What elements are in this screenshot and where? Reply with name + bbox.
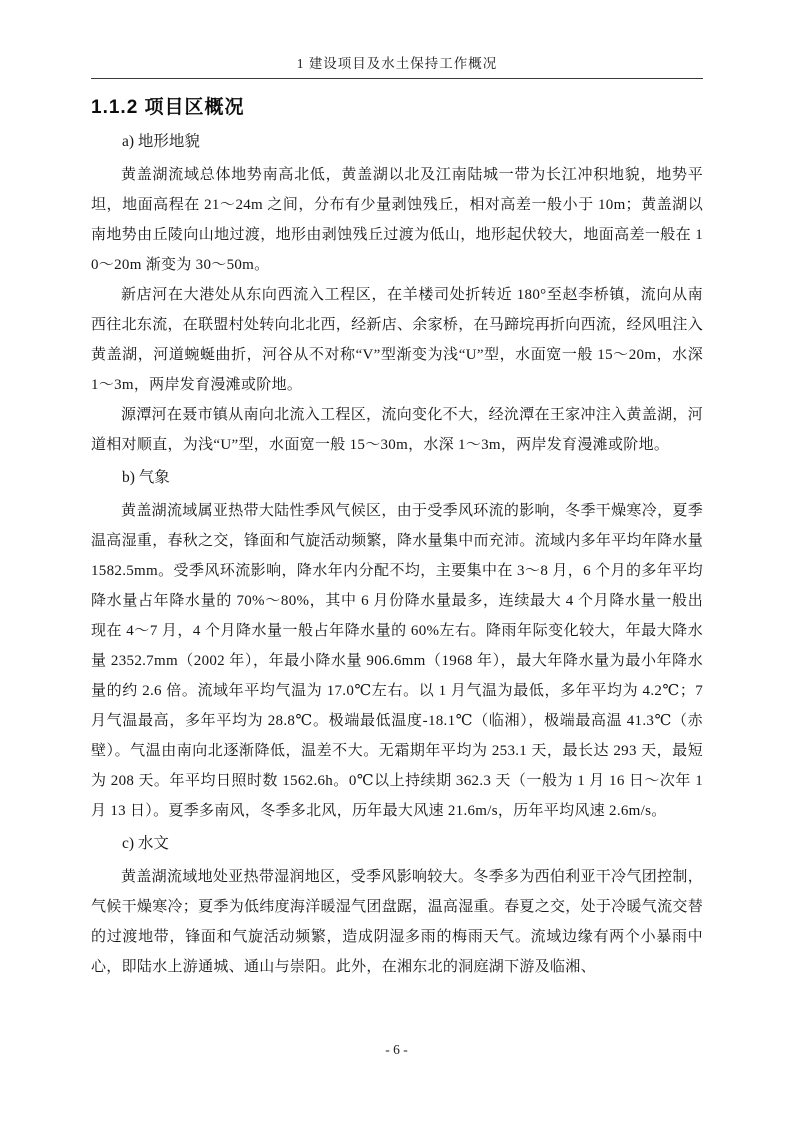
paragraph-hydrology: 黄盖湖流域地处亚热带湿润地区，受季风影响较大。冬季多为西伯利亚干冷气团控制，气候干燥寒冷；夏季为低纬度海洋暖湿气团盘踞，温高湿重。春夏之交，处于冷暖气流交替的过渡地带，锋面和气旋活动频繁，造成阴湿多雨的梅雨天气。流域边缘有两个小暴雨中心，即陆水上游通城、通山与崇阳。此外，在湘东北的洞庭湖下游及临湘、 [91,869,704,975]
paragraph-meteorology: 黄盖湖流域属亚热带大陆性季风气候区，由于受季风环流的影响，冬季干燥寒冷，夏季温高湿重，春秋之交，锋面和气旋活动频繁，降水量集中而充沛。流域内多年平均年降水量 1582.5mm。受季风环流影响，降水年内分配不均，主要集中在 3～8 月，6 个月的多年平均降水量占年降水量的 70%～80%，其中 6 月份降水量最多，连续最大 4 个月降水量一般出现在 4～7 月，4 个月降水量一般占年降水量的 60%左右。降雨年际变化较大，年最大降水量 2352.7mm（2002 年），年最小降水量 906.6mm（1968 年），最大年降水量为最小年降水量的约 2.6 倍。流域年平均气温为 17.0℃左右。以 1 月气温为最低，多年平均为 4.2℃；7 月气温最高，多年平均为 28.8℃。极端最低温度-18.1℃（临湘），极端最高温 41.3℃（赤壁）。气温由南向北逐渐降低，温差不大。无霜期年平均为 253.1 天，最长达 293 天，最短为 208 天。年平均日照时数 1562.6h。0℃以上持续期 362.3 天（一般为 1 月 16 日～次年 1 月 13 日）。夏季多南风，冬季多北风，历年最大风速 21.6m/s，历年平均风速 2.6m/s。 [91,503,704,819]
subsection-label-terrain: a) 地形地貌 [122,133,200,150]
page-header [91,54,703,79]
paragraph-yuantan-river: 源潭河在聂市镇从南向北流入工程区，流向变化不大，经沇潭在王家冲注入黄盖湖，河道相对顺直，为浅“U”型，水面宽一般 15～30m，水深 1～3m，两岸发育漫滩或阶地。 [91,407,703,453]
subsection-label-hydrology: c) 水文 [122,835,169,852]
paragraph-xindian-river: 新店河在大港处从东向西流入工程区，在羊楼司处折转近 180°至赵李桥镇，流向从南西往北东流，在联盟村处转向北北西，经新店、余家桥，在马蹄垸再折向西流，经风咀注入黄盖湖，河道蜿蜒曲折，河谷从不对称“V”型渐变为浅“U”型，水面宽一般 15～20m，水深 1～3m，两岸发育漫滩或阶地。 [91,287,704,393]
subsection-label-meteorology: b) 气象 [122,469,170,486]
page-number: - 6 - [385,1042,408,1057]
paragraph-terrain-overview: 黄盖湖流域总体地势南高北低，黄盖湖以北及江南陆城一带为长江冲积地貌，地势平坦，地面高程在 21～24m 之间，分布有少量剥蚀残丘，相对高差一般小于 10m；黄盖湖以南地势由丘陵向山地过渡，地形由剥蚀残丘过渡为低山，地形起伏较大，地面高差一般在 10～20m 渐变为 30～50m。 [91,167,703,273]
section-heading: 1.1.2 项目区概况 [91,97,245,118]
running-header-title: 1 建设项目及水土保持工作概况 [296,56,498,71]
